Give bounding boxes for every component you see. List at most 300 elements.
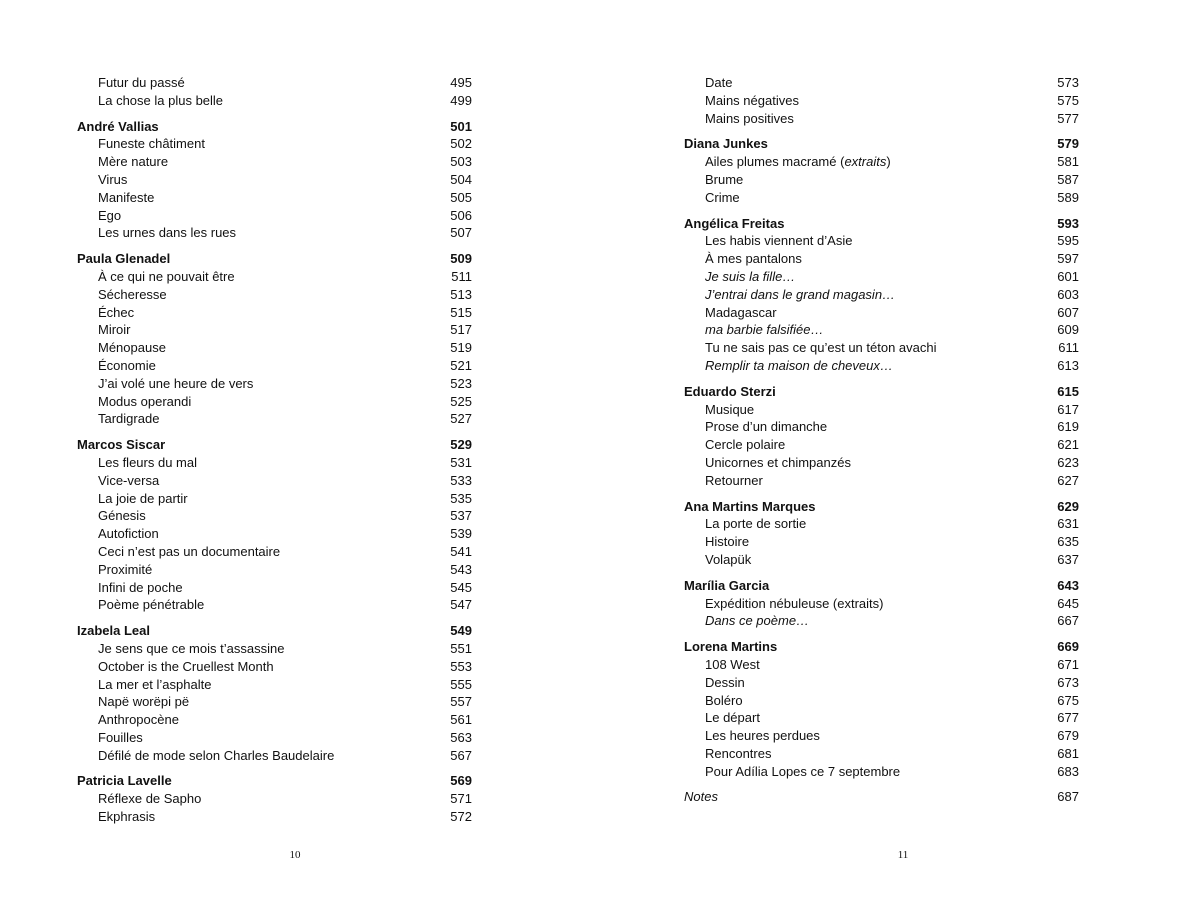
entry-page-number: 535: [450, 490, 472, 506]
toc-entry: [684, 304, 1079, 322]
entry-title-text: Tu ne sais pas ce qu’est un téton avachi: [705, 340, 937, 356]
toc-entry: [77, 268, 472, 286]
toc-entry: [684, 551, 1079, 569]
entry-title-text: Remplir ta maison de cheveux…: [705, 357, 893, 373]
entry-title-text: Angélica Freitas: [684, 215, 785, 231]
entry-title: [77, 268, 235, 286]
page-number: 11: [897, 849, 909, 861]
entry-page-number: 681: [1057, 745, 1079, 761]
entry-page-number: 589: [1057, 189, 1079, 205]
entry-title: [684, 763, 900, 781]
entry-title-text: Prose d’un dimanche: [705, 419, 828, 435]
entry-title-text: La chose la plus belle: [98, 92, 224, 108]
entry-title: [77, 579, 183, 597]
entry-page-number: 615: [1057, 383, 1079, 399]
entry-title-text: Madagascar: [705, 304, 777, 320]
toc-entry: [77, 286, 472, 304]
entry-page-number: 504: [450, 171, 472, 187]
toc-entry: [77, 676, 472, 694]
entry-title-text: Expédition nébuleuse (extraits): [705, 595, 884, 611]
entry-page-number: 525: [450, 393, 472, 409]
entry-title: [77, 693, 189, 711]
entry-title-text: Autofiction: [98, 526, 159, 542]
entry-page-number: 557: [450, 694, 472, 710]
toc-author-entry: [77, 118, 472, 136]
entry-title-text: J’ai volé une heure de vers: [98, 375, 254, 391]
toc-entry: [77, 393, 472, 411]
entry-title-text: Rencontres: [705, 745, 772, 761]
toc-entry: [684, 171, 1079, 189]
entry-title-text: Unicornes et chimpanzés: [705, 454, 851, 470]
entry-page-number: 513: [450, 286, 472, 302]
entry-page-number: 539: [450, 526, 472, 542]
entry-title-text: Tardigrade: [98, 411, 160, 427]
entry-title-text: Marília Garcia: [684, 577, 770, 593]
entry-page-number: 523: [450, 375, 472, 391]
entry-page-number: 533: [450, 472, 472, 488]
toc-entry: [77, 472, 472, 490]
entry-page-number: 503: [450, 154, 472, 170]
toc-entry: [684, 189, 1079, 207]
entry-page-number: 541: [450, 543, 472, 559]
entry-title: [77, 808, 155, 826]
toc-entry: [77, 711, 472, 729]
toc-entry: [77, 490, 472, 508]
entry-title: [77, 543, 280, 561]
toc-entry: [684, 763, 1079, 781]
entry-title-text: À ce qui ne pouvait être: [98, 268, 235, 284]
entry-title-text: Anthropocène: [98, 712, 179, 728]
entry-title: [77, 92, 223, 110]
entry-page-number: 601: [1057, 268, 1079, 284]
entry-page-number: 555: [450, 676, 472, 692]
entry-title-text: Miroir: [98, 322, 131, 338]
entry-page-number: 553: [450, 658, 472, 674]
entry-title-text: Volapük: [705, 551, 752, 567]
toc-entry: [77, 74, 472, 92]
entry-title: [684, 788, 718, 806]
toc-entry: [77, 525, 472, 543]
entry-title-text: Retourner: [705, 472, 763, 488]
toc-author-entry: [77, 250, 472, 268]
entry-page-number: 635: [1057, 534, 1079, 550]
toc-entry: [684, 401, 1079, 419]
right-page: [599, 0, 1198, 904]
entry-page-number: 609: [1057, 322, 1079, 338]
toc-entry: [77, 658, 472, 676]
toc-entry: [684, 515, 1079, 533]
entry-title: [684, 189, 740, 207]
entry-page-number: 645: [1057, 595, 1079, 611]
entry-title: [684, 304, 777, 322]
entry-page-number: 551: [450, 640, 472, 656]
entry-title-text: Futur du passé: [98, 75, 185, 90]
entry-title: [77, 525, 159, 543]
toc-entry: [77, 357, 472, 375]
entry-title-text: Cercle polaire: [705, 437, 786, 453]
entry-title-text: ma barbie falsifiée…: [705, 322, 824, 338]
entry-title: [684, 286, 895, 304]
page-number: 10: [289, 849, 301, 861]
entry-page-number: 567: [450, 747, 472, 763]
entry-title-text: Virus: [98, 171, 128, 187]
entry-title-text: Brume: [705, 171, 744, 187]
entry-title-text: Je sens que ce mois t’assassine: [98, 640, 285, 656]
entry-page-number: 502: [450, 136, 472, 152]
entry-title: [684, 436, 785, 454]
entry-page-number: 545: [450, 579, 472, 595]
entry-title-text: Réflexe de Sapho: [98, 791, 202, 807]
entry-page-number: 509: [450, 251, 472, 267]
toc-entry: [684, 709, 1079, 727]
entry-title: [77, 118, 159, 136]
toc-entry: [684, 321, 1079, 339]
toc-entry: [684, 268, 1079, 286]
entry-title: [77, 561, 152, 579]
entry-page-number: 573: [1057, 75, 1079, 90]
entry-title-text: Eduardo Sterzi: [684, 383, 776, 399]
entry-title-text: Izabela Leal: [77, 623, 150, 639]
entry-title: [77, 711, 179, 729]
entry-title-text: Génesis: [98, 508, 146, 524]
entry-title: [684, 709, 760, 727]
entry-title-text: La porte de sortie: [705, 516, 807, 532]
entry-page-number: 679: [1057, 728, 1079, 744]
entry-title-text: Marcos Siscar: [77, 437, 166, 453]
toc-entry: [77, 693, 472, 711]
entry-title: [77, 436, 165, 454]
entry-title-text: La joie de partir: [98, 490, 188, 506]
toc-entry: [77, 790, 472, 808]
entry-page-number: 621: [1057, 437, 1079, 453]
toc-entry: [77, 135, 472, 153]
entry-page-number: 569: [450, 773, 472, 789]
entry-title: [684, 674, 745, 692]
toc-entry: [684, 595, 1079, 613]
entry-title: [684, 472, 763, 490]
toc-entry: [77, 153, 472, 171]
entry-title-text: Notes: [684, 789, 718, 805]
toc-entry: [684, 110, 1079, 128]
entry-title: [77, 490, 188, 508]
entry-title: [77, 250, 170, 268]
entry-title: [77, 640, 284, 658]
entry-page-number: 613: [1057, 357, 1079, 373]
entry-page-number: 607: [1057, 304, 1079, 320]
entry-title: [684, 533, 749, 551]
entry-title: [77, 74, 185, 92]
entry-page-number: 669: [1057, 639, 1079, 655]
toc-entry: [77, 808, 472, 826]
toc-entry: [77, 507, 472, 525]
entry-page-number: 527: [450, 411, 472, 427]
toc-entry: [684, 153, 1079, 171]
entry-page-number: 673: [1057, 674, 1079, 690]
entry-title-text: Patricia Lavelle: [77, 773, 172, 789]
entry-title: [684, 250, 802, 268]
entry-title-text: Les habis viennent d’Asie: [705, 233, 853, 249]
entry-title: [77, 189, 154, 207]
entry-title: [684, 577, 769, 595]
entry-title-text: Ménopause: [98, 340, 166, 356]
entry-title-text: Ego: [98, 207, 122, 223]
entry-title-text: Sécheresse: [98, 286, 167, 302]
entry-title: [684, 74, 732, 92]
entry-page-number: 549: [450, 623, 472, 639]
entry-page-number: 687: [1057, 789, 1079, 805]
entry-title-text: Napë worëpi pë: [98, 694, 190, 710]
toc-entry: [77, 304, 472, 322]
entry-title-text: Musique: [705, 401, 755, 417]
entry-title: [684, 612, 809, 630]
entry-page-number: 501: [450, 118, 472, 134]
entry-title-text: Ailes plumes macramé (: [705, 154, 845, 170]
entry-title-text: J’entrai dans le grand magasin…: [705, 286, 896, 302]
entry-title: [684, 153, 891, 171]
entry-title: [77, 747, 334, 765]
entry-page-number: 603: [1057, 286, 1079, 302]
toc-entry: [684, 232, 1079, 250]
toc-entry: [77, 729, 472, 747]
entry-page-number: 511: [451, 268, 472, 284]
entry-title: [77, 658, 274, 676]
toc-entry: [77, 321, 472, 339]
entry-title-suffix: ): [886, 154, 891, 170]
entry-title: [77, 454, 197, 472]
entry-title: [684, 551, 751, 569]
entry-title: [77, 304, 134, 322]
entry-title-text: October is the Cruellest Month: [98, 658, 274, 674]
toc-author-entry: [684, 577, 1079, 595]
toc-entry: [684, 533, 1079, 551]
toc-entry: [684, 74, 1079, 92]
entry-title-text: Le départ: [705, 710, 760, 726]
toc-entry: [684, 612, 1079, 630]
entry-page-number: 547: [450, 597, 472, 613]
entry-title: [77, 676, 211, 694]
entry-title-text: Manifeste: [98, 189, 155, 205]
entry-title: [684, 692, 743, 710]
entry-title: [77, 507, 146, 525]
toc-author-entry: [684, 215, 1079, 233]
toc-entry: [684, 656, 1079, 674]
entry-page-number: 617: [1057, 401, 1079, 417]
toc-entry: [77, 543, 472, 561]
entry-title: [77, 729, 143, 747]
entry-title: [77, 393, 191, 411]
entry-page-number: 517: [450, 322, 472, 338]
entry-title: [77, 135, 205, 153]
toc-author-entry: [77, 622, 472, 640]
entry-page-number: 575: [1057, 92, 1079, 108]
toc-entry: [684, 436, 1079, 454]
toc-entry: [77, 596, 472, 614]
entry-page-number: 631: [1057, 516, 1079, 532]
entry-title: [684, 515, 806, 533]
toc-entry: [684, 92, 1079, 110]
entry-title-text: Mains positives: [705, 110, 794, 126]
entry-title: [684, 745, 771, 763]
entry-title: [77, 339, 166, 357]
entry-title: [77, 321, 131, 339]
entry-title: [684, 638, 777, 656]
entry-title-text: Funeste châtiment: [98, 136, 205, 152]
entry-title: [684, 110, 794, 128]
entry-title: [684, 401, 754, 419]
entry-title-text: Dessin: [705, 674, 745, 690]
entry-title-text: Lorena Martins: [684, 639, 778, 655]
entry-title: [77, 207, 121, 225]
entry-page-number: 521: [450, 357, 472, 373]
entry-title-text: Échec: [98, 304, 135, 320]
entry-title: [684, 135, 768, 153]
toc-entry: [77, 171, 472, 189]
entry-title: [77, 357, 156, 375]
entry-title-text: Infini de poche: [98, 579, 183, 595]
entry-title-text: Modus operandi: [98, 393, 192, 409]
entry-page-number: 507: [450, 225, 472, 241]
entry-title: [77, 224, 236, 242]
entry-title-text: Économie: [98, 357, 156, 373]
entry-title-text: Les fleurs du mal: [98, 454, 197, 470]
entry-title-text: Pour Adília Lopes ce 7 septembre: [705, 763, 901, 779]
entry-title-text: Ekphrasis: [98, 809, 156, 825]
entry-title-text: Je suis la fille…: [705, 268, 796, 284]
entry-title-text: Mains négatives: [705, 92, 799, 108]
toc-entry: [684, 286, 1079, 304]
toc-entry: [77, 579, 472, 597]
entry-page-number: 563: [450, 729, 472, 745]
entry-title: [684, 92, 799, 110]
toc-author-entry: [684, 135, 1079, 153]
entry-page-number: 506: [450, 207, 472, 223]
entry-page-number: 577: [1057, 110, 1079, 126]
entry-page-number: 667: [1057, 613, 1079, 629]
entry-title-text: Fouilles: [98, 729, 143, 745]
entry-page-number: 593: [1057, 215, 1079, 231]
entry-title-text: Ceci n’est pas un documentaire: [98, 543, 281, 559]
entry-title-text: Poème pénétrable: [98, 597, 205, 613]
entry-title: [684, 656, 760, 674]
entry-title: [684, 595, 884, 613]
entry-title: [77, 622, 150, 640]
entry-page-number: 581: [1057, 154, 1079, 170]
entry-title: [77, 171, 127, 189]
entry-page-number: 531: [450, 454, 472, 470]
toc-entry: [77, 92, 472, 110]
toc-entry: [77, 224, 472, 242]
entry-title: [77, 772, 172, 790]
toc-entry: [77, 189, 472, 207]
toc-entry: [77, 207, 472, 225]
entry-page-number: 637: [1057, 551, 1079, 567]
entry-page-number: 675: [1057, 692, 1079, 708]
toc-entry: [77, 339, 472, 357]
entry-title: [684, 357, 893, 375]
entry-title-text: Défilé de mode selon Charles Baudelaire: [98, 747, 335, 763]
toc-entry: [684, 692, 1079, 710]
entry-page-number: 627: [1057, 472, 1079, 488]
toc-entry: [77, 640, 472, 658]
entry-title-text: Paula Glenadel: [77, 251, 171, 267]
toc-author-entry: [77, 772, 472, 790]
entry-title-text: Crime: [705, 189, 740, 205]
entry-title: [77, 472, 159, 490]
entry-page-number: 623: [1057, 454, 1079, 470]
table-of-contents: [77, 74, 472, 826]
entry-title: [77, 596, 204, 614]
entry-title: [77, 410, 159, 428]
entry-title: [684, 171, 743, 189]
entry-title: [684, 215, 784, 233]
entry-title-text: Histoire: [705, 534, 750, 550]
entry-title: [684, 498, 815, 516]
entry-title-text: Les heures perdues: [705, 728, 820, 744]
toc-entry: [684, 357, 1079, 375]
entry-page-number: 683: [1057, 763, 1079, 779]
table-of-contents: [684, 74, 1079, 806]
toc-entry: [77, 454, 472, 472]
toc-author-entry: [684, 383, 1079, 401]
entry-page-number: 597: [1057, 251, 1079, 267]
toc-entry: [77, 375, 472, 393]
toc-entry: [77, 747, 472, 765]
toc-entry: [684, 727, 1079, 745]
entry-page-number: 595: [1057, 233, 1079, 249]
entry-title-text: À mes pantalons: [705, 251, 802, 267]
entry-page-number: 515: [450, 304, 472, 320]
toc-author-entry: [684, 638, 1079, 656]
entry-title-text: 108 West: [705, 656, 760, 672]
entry-title: [684, 418, 827, 436]
entry-page-number: 529: [450, 437, 472, 453]
entry-title: [684, 268, 795, 286]
toc-entry: [684, 250, 1079, 268]
entry-page-number: 537: [450, 508, 472, 524]
entry-title: [684, 454, 851, 472]
entry-title-text: Vice-versa: [98, 472, 160, 488]
entry-title: [684, 339, 937, 357]
toc-entry: [684, 454, 1079, 472]
entry-page-number: 499: [450, 92, 472, 108]
entry-title-text: Proximité: [98, 561, 153, 577]
entry-title-text: Mère nature: [98, 154, 169, 170]
toc-entry: [684, 418, 1079, 436]
entry-page-number: 611: [1058, 340, 1079, 356]
entry-page-number: 571: [450, 791, 472, 807]
entry-page-number: 579: [1057, 136, 1079, 152]
entry-title: [684, 727, 820, 745]
entry-title-text: Date: [705, 75, 733, 90]
entry-title-text: Diana Junkes: [684, 136, 768, 152]
entry-title: [684, 321, 824, 339]
entry-title: [684, 383, 776, 401]
entry-title: [684, 232, 852, 250]
toc-author-entry: [684, 498, 1079, 516]
entry-title: [77, 153, 168, 171]
toc-entry: [684, 472, 1079, 490]
entry-title-text: Boléro: [705, 692, 743, 708]
entry-page-number: 619: [1057, 419, 1079, 435]
entry-page-number: 629: [1057, 498, 1079, 514]
entry-title-emphasis: extraits: [844, 154, 887, 170]
entry-title-text: Les urnes dans les rues: [98, 225, 237, 241]
entry-page-number: 561: [450, 712, 472, 728]
entry-title-text: La mer et l’asphalte: [98, 676, 212, 692]
entry-title-text: André Vallias: [77, 118, 159, 134]
entry-page-number: 543: [450, 561, 472, 577]
entry-page-number: 677: [1057, 710, 1079, 726]
